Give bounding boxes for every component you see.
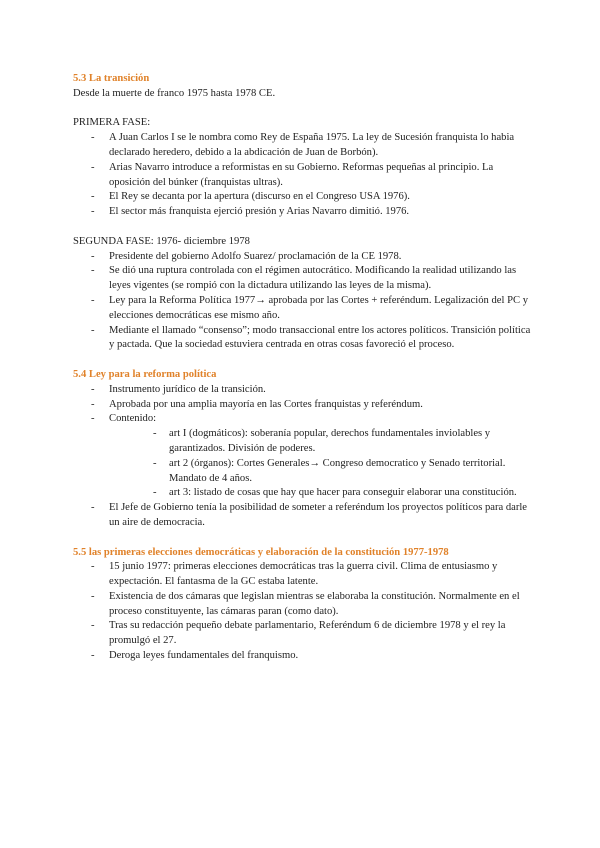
nested-list-item: - art 3: listado de cosas que hay que hacer para conseguir elaborar una constitución. xyxy=(109,486,533,501)
list-item: - A Juan Carlos I se le nombra como Rey de España 1975. La ley de Sucesión franquista lo habia declarado heredero, debido a la abdicación de Juan de Borbón). xyxy=(73,131,533,161)
bullet-list-reforma xyxy=(73,383,533,531)
list-item: - Arias Navarro introduce a reformistas en su Gobierno. Reformas pequeñas al principio. La oposición del búnker (franquistas ultras). xyxy=(73,161,533,191)
list-item: - El Jefe de Gobierno tenía la posibilidad de someter a referéndum los proyectos políticos para darle un aire de democracia. xyxy=(73,501,533,531)
document-content xyxy=(73,72,533,664)
list-item: - El sector más franquista ejerció presión y Arias Navarro dimitió. 1976. xyxy=(73,205,533,220)
section-heading-5-5: 5.5 las primeras elecciones democráticas y elaboración de la constitución 1977-1978 xyxy=(73,546,449,558)
phase-label-primera: PRIMERA FASE: xyxy=(73,117,151,129)
bullet-list-elecciones xyxy=(73,560,533,664)
list-item: - Deroga leyes fundamentales del franquismo. xyxy=(73,649,533,664)
nested-list-contenido xyxy=(109,427,533,501)
list-item: - El Rey se decanta por la apertura (discurso en el Congreso USA 1976). xyxy=(73,190,533,205)
section-heading-5-3: 5.3 La transición xyxy=(73,73,150,84)
list-item: - Tras su redacción pequeño debate parlamentario, Referéndum 6 de diciembre 1978 y el rey la promulgó el 27. xyxy=(73,619,533,649)
nested-list-item: - art 2 (órganos): Cortes Generales→ Congreso democratico y Senado territorial. Mandato de 4 años. xyxy=(109,457,533,487)
list-item: - Instrumento jurídico de la transición. xyxy=(73,383,533,398)
list-item: - Presidente del gobierno Adolfo Suarez/ proclamación de la CE 1978. xyxy=(73,250,533,265)
bullet-list-primera-fase xyxy=(73,131,533,220)
bullet-list-segunda-fase xyxy=(73,250,533,354)
list-item: - Mediante el llamado “consenso”; modo transaccional entre los actores políticos. Transición política y pactada. Que la sociedad estuviera centrada en otras cosas favoreció el proceso. xyxy=(73,324,533,354)
nested-list-item: - art I (dogmáticos): soberanía popular, derechos fundamentales inviolables y garantizados. División de poderes. xyxy=(109,427,533,457)
list-item: - Aprobada por una amplia mayoría en las Cortes franquistas y referéndum. xyxy=(73,398,533,413)
list-item: - 15 junio 1977: primeras elecciones democráticas tras la guerra civil. Clima de entusiasmo y expectación. El fantasma de la GC estaba latente. xyxy=(73,560,533,590)
list-item: - Ley para la Reforma Política 1977→ aprobada por las Cortes + referéndum. Legalización del PC y elecciones democráticas ese mismo año. xyxy=(73,294,533,324)
list-item: - Existencia de dos cámaras que legislan mientras se elaboraba la constitución. Normalmente en el proceso constituyente, las cámaras paran (como dato). xyxy=(73,590,533,620)
list-item-label: Contenido: xyxy=(109,413,157,425)
list-item: - Se dió una ruptura controlada con el régimen autocrático. Modificando la realidad utilizando las leyes vigentes (se rompió con la dictadura utilizando las leyes de la misma). xyxy=(73,264,533,294)
phase-label-segunda: SEGUNDA FASE: 1976- diciembre 1978 xyxy=(73,235,250,247)
section-intro: Desde la muerte de franco 1975 hasta 1978 CE. xyxy=(73,87,276,99)
list-item xyxy=(73,412,533,501)
section-heading-5-4: 5.4 Ley para la reforma política xyxy=(73,368,217,380)
